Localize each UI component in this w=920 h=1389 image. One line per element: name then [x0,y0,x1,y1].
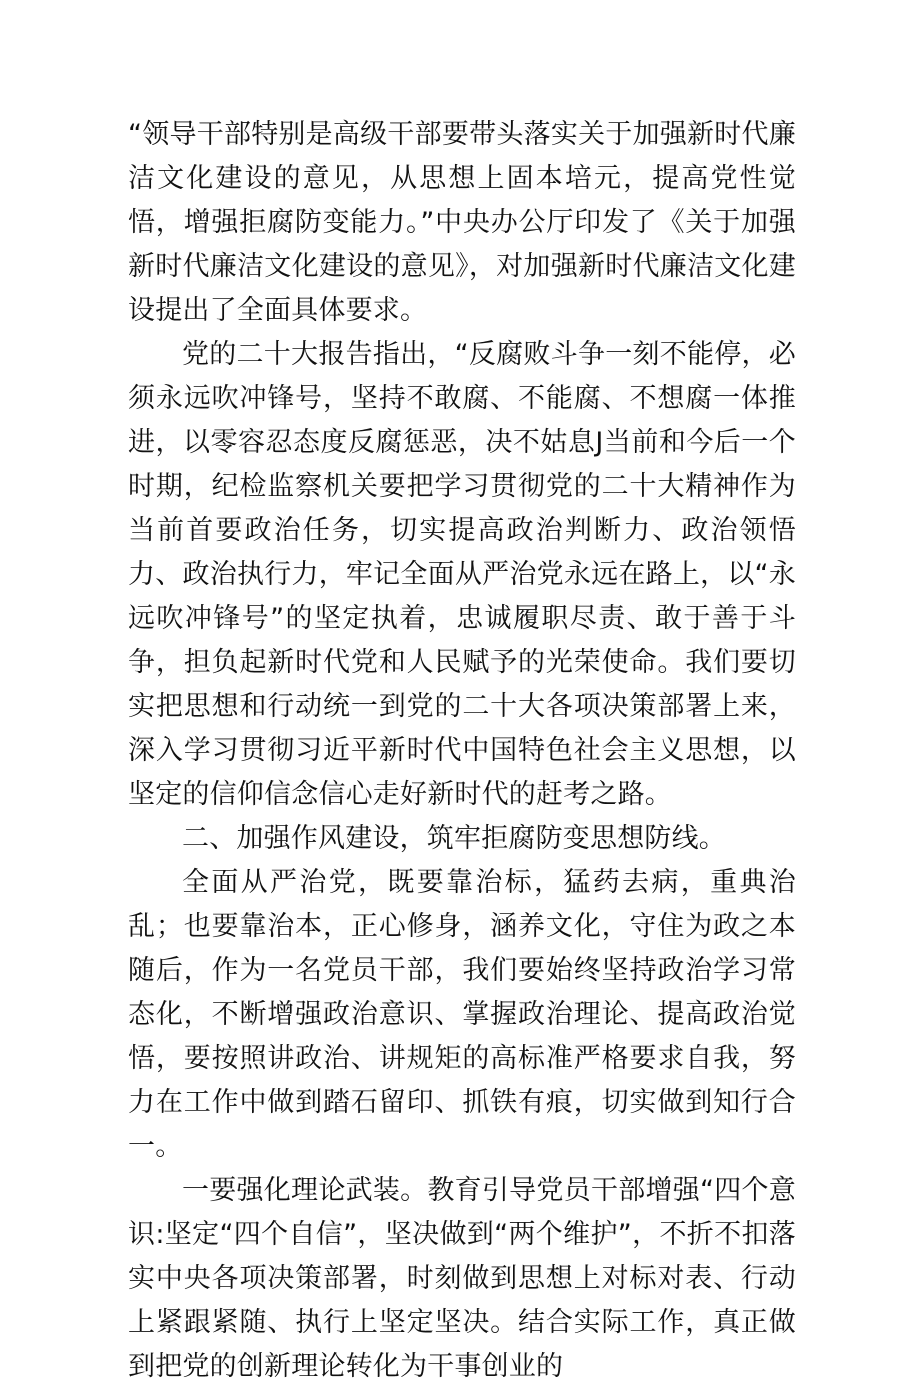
paragraph-party-governance: 全面从严治党，既要靠治标，猛药去病，重典治乱；也要靠治本，正心修身，涵养文化，守住为政之本随后，作为一名党员干部，我们要始终坚持政治学习常态化，不断增强政治意识、掌握政治理论、提高政治觉悟，要按照讲政治、讲规矩的高标准严格要求自我，努力在工作中做到踏石留印、抓铁有痕，切实做到知行合一。 [128,867,796,1162]
paragraph-theory-arming: 一要强化理论武装。教育引导党员干部增强“四个意识:坚定“四个自信”，坚决做到“两个维护”，不折不扣落实中央各项决策部署，时刻做到思想上对标对表、行动上紧跟紧随、执行上坚定坚决。结合实际工作，真正做到把党的创新理论转化为干事创业的 [128,1175,796,1382]
section-heading: 二、加强作风建设，筑牢拒腐防变思想防线。 [182,823,726,854]
paragraph-intro-quote: “领导干部特别是高级干部要带头落实关于加强新时代廉洁文化建设的意见，从思想上固本培元，提高党性觉悟，增强拒腐防变能力。”中央办公厅印发了《关于加强新时代廉洁文化建设的意见》，对加强新时代廉洁文化建设提出了全面具体要求。 [128,119,796,326]
document-page [128,113,796,1389]
paragraph-twentieth-congress: 党的二十大报告指出，“反腐败斗争一刻不能停，必须永远吹冲锋号，坚持不敢腐、不能腐、不想腐一体推进，以零容忍态度反腐惩恶，决不姑息J当前和今后一个时期，纪检监察机关要把学习贯彻党的二十大精神作为当前首要政治任务，切实提高政治判断力、政治领悟力、政治执行力，牢记全面从严治党永远在路上，以“永远吹冲锋号”的坚定执着，忠诚履职尽责、敢于善于斗争，担负起新时代党和人民赋予的光荣使命。我们要切实把思想和行动统一到党的二十大各项决策部署上来，深入学习贯彻习近平新时代中国特色社会主义思想，以坚定的信仰信念信心走好新时代的赶考之路。 [128,339,796,810]
